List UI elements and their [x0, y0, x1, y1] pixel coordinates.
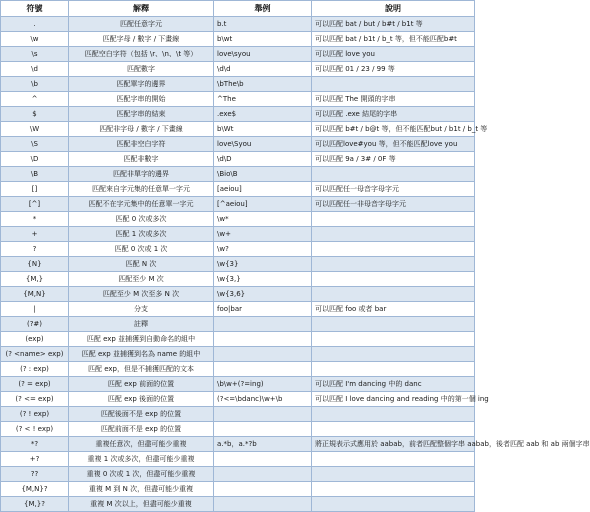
- cell-description: [312, 287, 475, 302]
- cell-description: 可以匹配 9a / 3# / 0F 等: [312, 152, 475, 167]
- table-row: [1, 92, 475, 107]
- cell-explanation: 匹配字母 / 數字 / 下畫線: [69, 32, 214, 47]
- cell-explanation: 匹配字串的開始: [69, 92, 214, 107]
- cell-example: [214, 422, 312, 437]
- cell-explanation: 重複 1 次或多次，但盡可能少重複: [69, 452, 214, 467]
- table-row: [1, 137, 475, 152]
- cell-description: [312, 332, 475, 347]
- cell-example: [214, 467, 312, 482]
- cell-symbol: ^: [1, 92, 69, 107]
- table-row: [1, 422, 475, 437]
- cell-explanation: 重複 M 次以上，但盡可能少重複: [69, 497, 214, 512]
- cell-explanation: 匹配 1 次或多次: [69, 227, 214, 242]
- table-row: [1, 362, 475, 377]
- header-explanation: 解釋: [69, 1, 214, 17]
- cell-symbol: \b: [1, 77, 69, 92]
- cell-explanation: 匹配單字的邊界: [69, 77, 214, 92]
- cell-explanation: 匹配不在字元集中的任意單一字元: [69, 197, 214, 212]
- cell-example: [214, 347, 312, 362]
- cell-symbol: (? <= exp): [1, 392, 69, 407]
- cell-symbol: {M,N}?: [1, 482, 69, 497]
- cell-explanation: 註釋: [69, 317, 214, 332]
- cell-symbol: \w: [1, 32, 69, 47]
- cell-example: \b\w+(?=ing): [214, 377, 312, 392]
- cell-description: [312, 317, 475, 332]
- table-row: [1, 17, 475, 32]
- cell-description: 可以匹配 love you: [312, 47, 475, 62]
- cell-example: \w+: [214, 227, 312, 242]
- cell-explanation: 重複 0 次或 1 次，但盡可能少重複: [69, 467, 214, 482]
- cell-description: 可以匹配任一母音字母字元: [312, 182, 475, 197]
- cell-symbol: \W: [1, 122, 69, 137]
- cell-explanation: 重複 M 到 N 次，但盡可能少重複: [69, 482, 214, 497]
- cell-symbol: {M,N}: [1, 287, 69, 302]
- cell-example: \Bio\B: [214, 167, 312, 182]
- table-row: [1, 182, 475, 197]
- cell-example: [214, 317, 312, 332]
- table-row: [1, 287, 475, 302]
- cell-example: [214, 452, 312, 467]
- cell-explanation: 分支: [69, 302, 214, 317]
- cell-explanation: 匹配 exp 並捕獲到自動命名的組中: [69, 332, 214, 347]
- cell-description: [312, 227, 475, 242]
- table-row: [1, 497, 475, 512]
- cell-example: \w{3,6}: [214, 287, 312, 302]
- table-row: [1, 107, 475, 122]
- cell-symbol: {M,}?: [1, 497, 69, 512]
- cell-example: [^aeiou]: [214, 197, 312, 212]
- cell-description: [312, 422, 475, 437]
- cell-explanation: 匹配非數字: [69, 152, 214, 167]
- cell-symbol: (? <name> exp): [1, 347, 69, 362]
- table-row: [1, 272, 475, 287]
- cell-symbol: $: [1, 107, 69, 122]
- cell-symbol: \S: [1, 137, 69, 152]
- cell-symbol: (exp): [1, 332, 69, 347]
- cell-example: \w{3,}: [214, 272, 312, 287]
- cell-description: [312, 242, 475, 257]
- cell-explanation: 匹配非空白字符: [69, 137, 214, 152]
- cell-symbol: \D: [1, 152, 69, 167]
- cell-example: [214, 407, 312, 422]
- cell-description: 可以匹配 .exe 結尾的字串: [312, 107, 475, 122]
- table-row: [1, 467, 475, 482]
- cell-explanation: 匹配至少 M 次: [69, 272, 214, 287]
- cell-symbol: ??: [1, 467, 69, 482]
- cell-example: \w?: [214, 242, 312, 257]
- cell-example: a.*b，a.*?b: [214, 437, 312, 452]
- cell-explanation: 匹配 0 次或 1 次: [69, 242, 214, 257]
- cell-description: 可以匹配 I'm dancing 中的 danc: [312, 377, 475, 392]
- header-example: 舉例: [214, 1, 312, 17]
- cell-explanation: 匹配 exp，但是不捕獲匹配的文本: [69, 362, 214, 377]
- cell-description: [312, 452, 475, 467]
- header-symbol: 符號: [1, 1, 69, 17]
- cell-description: 可以匹配love#you 等，但不能匹配love you: [312, 137, 475, 152]
- cell-example: love\syou: [214, 47, 312, 62]
- cell-example: \bThe\b: [214, 77, 312, 92]
- table-header-row: [1, 1, 475, 17]
- table-row: [1, 77, 475, 92]
- cell-description: [312, 347, 475, 362]
- cell-example: (?<=\bdanc)\w+\b: [214, 392, 312, 407]
- cell-example: .exe$: [214, 107, 312, 122]
- cell-symbol: (? ! exp): [1, 407, 69, 422]
- cell-description: [312, 407, 475, 422]
- header-description: 說明: [312, 1, 475, 17]
- table-row: [1, 482, 475, 497]
- cell-description: 將正規表示式應用於 aabab，前者匹配整個字串 aabab，後者匹配 aab 和 ab 兩個字串: [312, 437, 475, 452]
- cell-example: love\Syou: [214, 137, 312, 152]
- cell-explanation: 匹配至少 M 次至多 N 次: [69, 287, 214, 302]
- cell-example: \d\D: [214, 152, 312, 167]
- cell-description: 可以匹配 01 / 23 / 99 等: [312, 62, 475, 77]
- cell-symbol: \s: [1, 47, 69, 62]
- cell-symbol: (?#): [1, 317, 69, 332]
- cell-symbol: {M,}: [1, 272, 69, 287]
- cell-example: b\wt: [214, 32, 312, 47]
- cell-example: \w{3}: [214, 257, 312, 272]
- table-row: [1, 302, 475, 317]
- table-row: [1, 122, 475, 137]
- table-row: [1, 332, 475, 347]
- cell-symbol: .: [1, 17, 69, 32]
- cell-symbol: ?: [1, 242, 69, 257]
- cell-explanation: 匹配 exp 前面的位置: [69, 377, 214, 392]
- cell-description: 可以匹配 b#t / b@t 等，但不能匹配but / b1t / b_t 等: [312, 122, 475, 137]
- table-row: [1, 47, 475, 62]
- cell-symbol: +: [1, 227, 69, 242]
- table-row: [1, 242, 475, 257]
- table-row: [1, 197, 475, 212]
- cell-example: [214, 497, 312, 512]
- cell-explanation: 匹配非字母 / 數字 / 下畫線: [69, 122, 214, 137]
- cell-symbol: *: [1, 212, 69, 227]
- cell-example: ^The: [214, 92, 312, 107]
- cell-description: [312, 167, 475, 182]
- cell-example: foo|bar: [214, 302, 312, 317]
- cell-description: 可以匹配 foo 或者 bar: [312, 302, 475, 317]
- table-row: [1, 167, 475, 182]
- cell-explanation: 匹配來自字元集的任意單一字元: [69, 182, 214, 197]
- cell-symbol: +?: [1, 452, 69, 467]
- table-row: [1, 452, 475, 467]
- cell-symbol: {N}: [1, 257, 69, 272]
- cell-description: [312, 467, 475, 482]
- cell-explanation: 重複任意次，但盡可能少重複: [69, 437, 214, 452]
- table-body: [1, 17, 590, 512]
- cell-explanation: 匹配字串的結束: [69, 107, 214, 122]
- table-row: [1, 407, 475, 422]
- cell-symbol: \B: [1, 167, 69, 182]
- table-row: [1, 257, 475, 272]
- cell-explanation: 匹配任意字元: [69, 17, 214, 32]
- cell-description: [312, 497, 475, 512]
- cell-description: [312, 77, 475, 92]
- table-row: [1, 437, 475, 452]
- cell-symbol: (? = exp): [1, 377, 69, 392]
- cell-symbol: []: [1, 182, 69, 197]
- cell-example: [aeiou]: [214, 182, 312, 197]
- table-row: [1, 227, 475, 242]
- cell-description: 可以匹配 I love dancing and reading 中的第一個 ing: [312, 392, 475, 407]
- cell-symbol: [^]: [1, 197, 69, 212]
- cell-explanation: 匹配後面不是 exp 的位置: [69, 407, 214, 422]
- cell-example: [214, 332, 312, 347]
- table-row: [1, 392, 475, 407]
- cell-explanation: 匹配數字: [69, 62, 214, 77]
- table-row: [1, 32, 475, 47]
- cell-symbol: \d: [1, 62, 69, 77]
- cell-symbol: (? : exp): [1, 362, 69, 377]
- cell-description: 可以匹配 The 開頭的字串: [312, 92, 475, 107]
- table-row: [1, 212, 475, 227]
- table-row: [1, 152, 475, 167]
- cell-description: 可以匹配 bat / but / b#t / b1t 等: [312, 17, 475, 32]
- cell-example: b\Wt: [214, 122, 312, 137]
- cell-description: [312, 482, 475, 497]
- cell-explanation: 匹配前面不是 exp 的位置: [69, 422, 214, 437]
- cell-explanation: 匹配 N 次: [69, 257, 214, 272]
- cell-description: 可以匹配 bat / b1t / b_t 等，但不能匹配b#t: [312, 32, 475, 47]
- cell-explanation: 匹配 0 次或多次: [69, 212, 214, 227]
- cell-description: [312, 272, 475, 287]
- cell-example: \d\d: [214, 62, 312, 77]
- cell-description: [312, 362, 475, 377]
- cell-description: 可以匹配任一非母音字母字元: [312, 197, 475, 212]
- table-row: [1, 317, 475, 332]
- cell-description: [312, 212, 475, 227]
- cell-explanation: 匹配 exp 並捕獲到名為 name 的組中: [69, 347, 214, 362]
- table-row: [1, 377, 475, 392]
- cell-explanation: 匹配空白字符（包括 \r、\n、\t 等）: [69, 47, 214, 62]
- cell-description: [312, 257, 475, 272]
- cell-symbol: *?: [1, 437, 69, 452]
- cell-symbol: (? < ! exp): [1, 422, 69, 437]
- cell-explanation: 匹配非單字的邊界: [69, 167, 214, 182]
- cell-explanation: 匹配 exp 後面的位置: [69, 392, 214, 407]
- cell-example: \w*: [214, 212, 312, 227]
- table-row: [1, 62, 475, 77]
- cell-example: b.t: [214, 17, 312, 32]
- cell-symbol: |: [1, 302, 69, 317]
- cell-example: [214, 482, 312, 497]
- table-row: [1, 347, 475, 362]
- cell-example: [214, 362, 312, 377]
